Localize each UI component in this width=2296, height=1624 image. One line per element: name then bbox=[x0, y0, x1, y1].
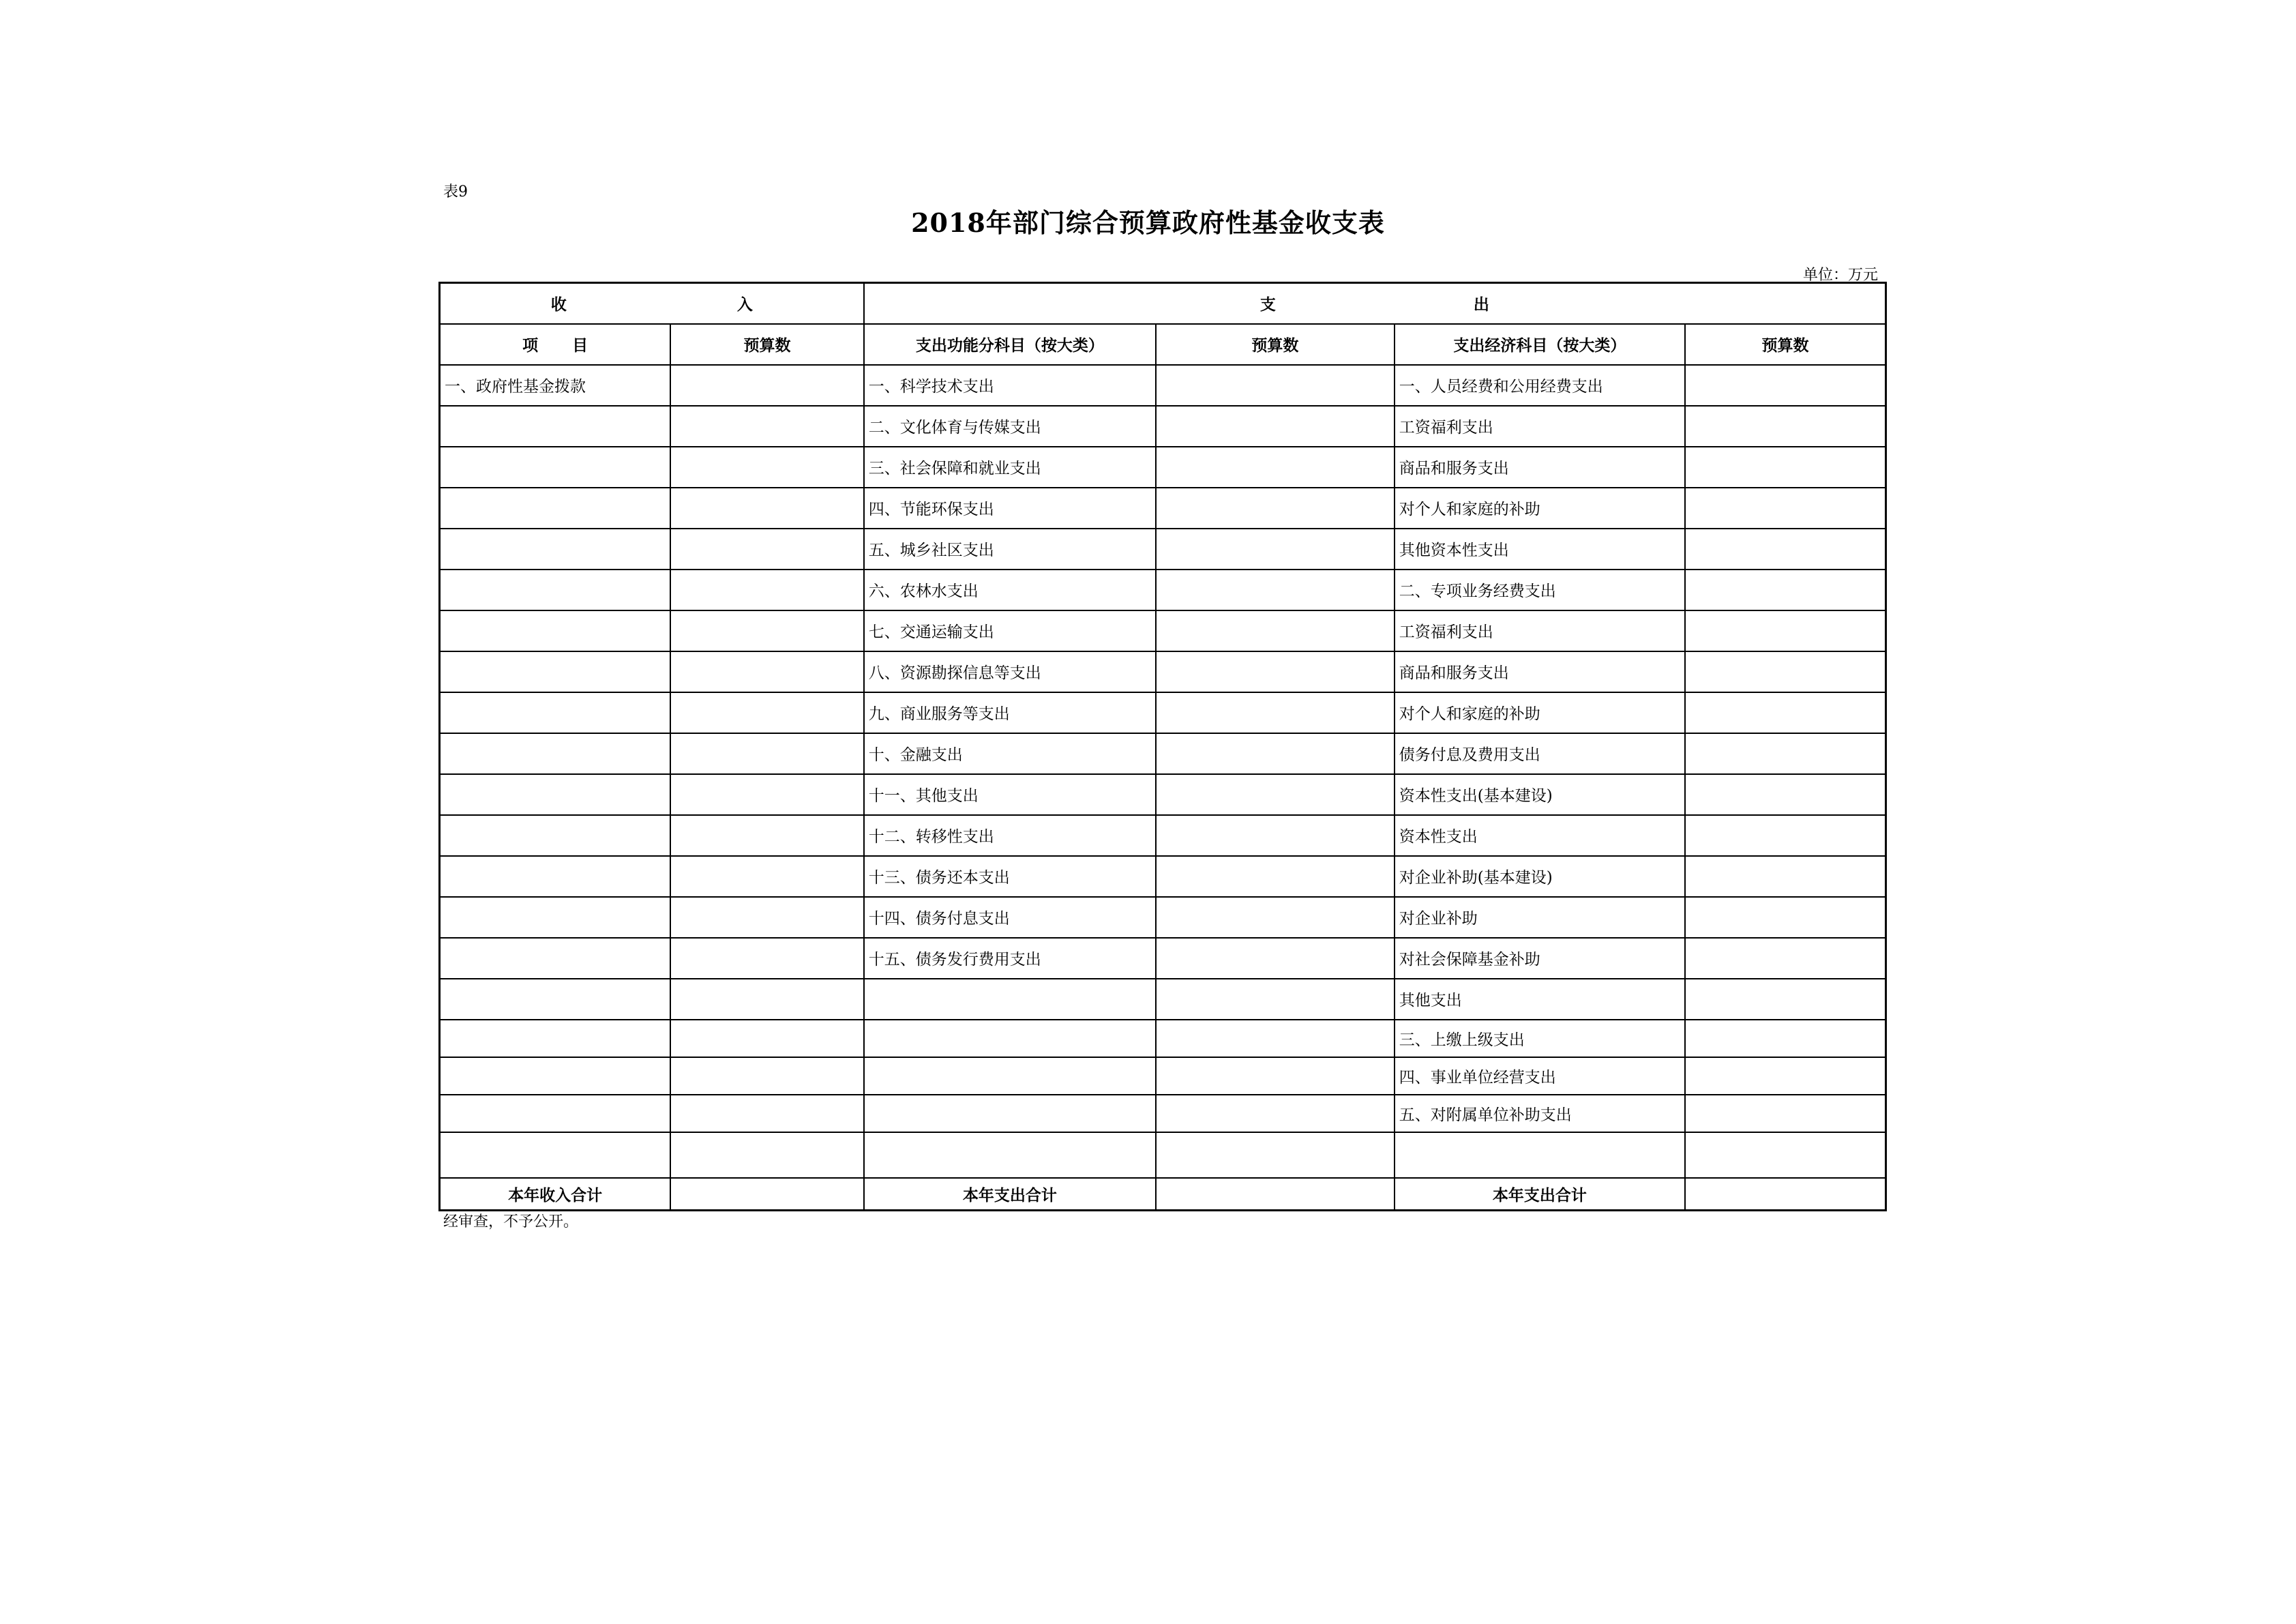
income-item-cell bbox=[440, 774, 671, 815]
func-item-cell: 十一、其他支出 bbox=[864, 774, 1156, 815]
income-item-cell bbox=[440, 733, 671, 774]
econ-budget-cell bbox=[1685, 1057, 1886, 1095]
func-item-cell: 十五、债务发行费用支出 bbox=[864, 938, 1156, 979]
income-item-cell bbox=[440, 692, 671, 733]
expense-group-char-1: 支 bbox=[1259, 295, 1276, 314]
func-budget-cell bbox=[1156, 529, 1395, 570]
table-row bbox=[440, 447, 1886, 488]
econ-item-cell bbox=[1395, 1132, 1685, 1178]
income-budget-cell bbox=[670, 733, 863, 774]
func-budget-cell bbox=[1156, 365, 1395, 406]
income-budget-cell bbox=[670, 815, 863, 856]
income-item-cell bbox=[440, 488, 671, 529]
expense-group-char-2: 出 bbox=[1473, 295, 1489, 314]
econ-item-cell: 对企业补助(基本建设) bbox=[1395, 856, 1685, 897]
income-budget-cell bbox=[670, 938, 863, 979]
func-item-cell: 十三、债务还本支出 bbox=[864, 856, 1156, 897]
column-header-row bbox=[440, 324, 1886, 365]
table-row bbox=[440, 979, 1886, 1020]
income-budget-cell bbox=[670, 1095, 863, 1132]
income-item-cell bbox=[440, 1095, 671, 1132]
table-row bbox=[440, 938, 1886, 979]
econ-item-cell: 二、专项业务经费支出 bbox=[1395, 570, 1685, 610]
income-budget-cell bbox=[670, 447, 863, 488]
func-item-cell bbox=[864, 1020, 1156, 1057]
econ-budget-cell bbox=[1685, 856, 1886, 897]
econ-budget-cell bbox=[1685, 651, 1886, 692]
table-row bbox=[440, 1020, 1886, 1057]
income-group-char-2: 入 bbox=[736, 295, 753, 314]
econ-budget-cell bbox=[1685, 365, 1886, 406]
econ-budget-cell bbox=[1685, 529, 1886, 570]
income-group-char-1: 收 bbox=[550, 295, 567, 314]
col-econ-budget: 预算数 bbox=[1685, 324, 1886, 365]
page-title: 2018年部门综合预算政府性基金收支表 bbox=[911, 207, 1385, 238]
table-row bbox=[440, 733, 1886, 774]
income-budget-cell bbox=[670, 774, 863, 815]
econ-item-cell: 对社会保障基金补助 bbox=[1395, 938, 1685, 979]
income-item-cell bbox=[440, 1020, 671, 1057]
col-func-item: 支出功能分科目（按大类） bbox=[864, 324, 1156, 365]
income-item-cell bbox=[440, 856, 671, 897]
income-budget-cell bbox=[670, 365, 863, 406]
income-budget-cell bbox=[670, 651, 863, 692]
unit-label: 单位：万元 bbox=[1802, 267, 1878, 284]
econ-budget-cell bbox=[1685, 979, 1886, 1020]
table-number-label: 表9 bbox=[443, 183, 468, 201]
table-row bbox=[440, 365, 1886, 406]
econ-item-cell: 一、人员经费和公用经费支出 bbox=[1395, 365, 1685, 406]
table-row bbox=[440, 1132, 1886, 1178]
econ-budget-cell bbox=[1685, 447, 1886, 488]
table-row bbox=[440, 610, 1886, 651]
col-econ-item: 支出经济科目（按大类） bbox=[1395, 324, 1685, 365]
econ-budget-cell bbox=[1685, 1020, 1886, 1057]
func-item-cell: 五、城乡社区支出 bbox=[864, 529, 1156, 570]
econ-item-cell: 对企业补助 bbox=[1395, 897, 1685, 938]
econ-budget-cell bbox=[1685, 1095, 1886, 1132]
income-total-label: 本年收入合计 bbox=[440, 1178, 671, 1211]
col-income-item-char-1: 项 bbox=[522, 336, 539, 355]
income-budget-cell bbox=[670, 488, 863, 529]
col-income-item-char-2: 目 bbox=[572, 336, 588, 355]
econ-item-cell: 其他支出 bbox=[1395, 979, 1685, 1020]
func-item-cell: 七、交通运输支出 bbox=[864, 610, 1156, 651]
income-budget-cell bbox=[670, 529, 863, 570]
econ-budget-cell bbox=[1685, 692, 1886, 733]
col-income-item bbox=[440, 324, 671, 365]
func-item-cell bbox=[864, 1057, 1156, 1095]
table-row bbox=[440, 1057, 1886, 1095]
econ-item-cell: 五、对附属单位补助支出 bbox=[1395, 1095, 1685, 1132]
table-row bbox=[440, 897, 1886, 938]
income-item-cell bbox=[440, 1057, 671, 1095]
econ-item-cell: 工资福利支出 bbox=[1395, 610, 1685, 651]
income-budget-cell bbox=[670, 570, 863, 610]
income-item-cell bbox=[440, 938, 671, 979]
income-item-cell bbox=[440, 529, 671, 570]
func-total-label: 本年支出合计 bbox=[864, 1178, 1156, 1211]
econ-item-cell: 资本性支出 bbox=[1395, 815, 1685, 856]
func-item-cell: 一、科学技术支出 bbox=[864, 365, 1156, 406]
func-budget-cell bbox=[1156, 1132, 1395, 1178]
table-row bbox=[440, 815, 1886, 856]
income-budget-cell bbox=[670, 1057, 863, 1095]
econ-item-cell: 商品和服务支出 bbox=[1395, 651, 1685, 692]
func-budget-cell bbox=[1156, 1095, 1395, 1132]
func-budget-cell bbox=[1156, 651, 1395, 692]
econ-item-cell: 对个人和家庭的补助 bbox=[1395, 692, 1685, 733]
income-budget-cell bbox=[670, 610, 863, 651]
col-income-budget: 预算数 bbox=[670, 324, 863, 365]
table-row bbox=[440, 856, 1886, 897]
income-item-cell bbox=[440, 447, 671, 488]
func-budget-cell bbox=[1156, 610, 1395, 651]
econ-item-cell: 商品和服务支出 bbox=[1395, 447, 1685, 488]
income-item-cell bbox=[440, 1132, 671, 1178]
group-header-row bbox=[440, 283, 1886, 324]
table-row bbox=[440, 488, 1886, 529]
func-item-cell: 九、商业服务等支出 bbox=[864, 692, 1156, 733]
income-item-cell bbox=[440, 570, 671, 610]
budget-table bbox=[438, 282, 1887, 1211]
income-group-header bbox=[440, 283, 864, 324]
table-row bbox=[440, 1095, 1886, 1132]
income-budget-cell bbox=[670, 406, 863, 447]
income-budget-cell bbox=[670, 692, 863, 733]
func-budget-cell bbox=[1156, 447, 1395, 488]
econ-budget-cell bbox=[1685, 897, 1886, 938]
table-row bbox=[440, 570, 1886, 610]
income-item-cell bbox=[440, 610, 671, 651]
func-item-cell: 三、社会保障和就业支出 bbox=[864, 447, 1156, 488]
econ-budget-cell bbox=[1685, 1132, 1886, 1178]
econ-item-cell: 债务付息及费用支出 bbox=[1395, 733, 1685, 774]
totals-row bbox=[440, 1178, 1886, 1211]
income-budget-cell bbox=[670, 1020, 863, 1057]
income-budget-cell bbox=[670, 856, 863, 897]
func-item-cell: 二、文化体育与传媒支出 bbox=[864, 406, 1156, 447]
func-budget-cell bbox=[1156, 897, 1395, 938]
footnote: 经审查，不予公开。 bbox=[443, 1213, 579, 1230]
econ-total-value bbox=[1685, 1178, 1886, 1211]
econ-item-cell: 三、上缴上级支出 bbox=[1395, 1020, 1685, 1057]
func-budget-cell bbox=[1156, 488, 1395, 529]
table-row bbox=[440, 692, 1886, 733]
func-budget-cell bbox=[1156, 815, 1395, 856]
func-item-cell: 十四、债务付息支出 bbox=[864, 897, 1156, 938]
econ-item-cell: 资本性支出(基本建设) bbox=[1395, 774, 1685, 815]
econ-total-label: 本年支出合计 bbox=[1395, 1178, 1685, 1211]
func-budget-cell bbox=[1156, 1057, 1395, 1095]
income-item-cell bbox=[440, 406, 671, 447]
income-item-cell: 一、政府性基金拨款 bbox=[440, 365, 671, 406]
col-func-budget: 预算数 bbox=[1156, 324, 1395, 365]
func-item-cell bbox=[864, 979, 1156, 1020]
func-total-value bbox=[1156, 1178, 1395, 1211]
income-item-cell bbox=[440, 897, 671, 938]
func-item-cell: 八、资源勘探信息等支出 bbox=[864, 651, 1156, 692]
income-total-value bbox=[670, 1178, 863, 1211]
econ-item-cell: 四、事业单位经营支出 bbox=[1395, 1057, 1685, 1095]
func-budget-cell bbox=[1156, 774, 1395, 815]
econ-budget-cell bbox=[1685, 815, 1886, 856]
econ-budget-cell bbox=[1685, 938, 1886, 979]
table-row bbox=[440, 529, 1886, 570]
func-budget-cell bbox=[1156, 1020, 1395, 1057]
func-item-cell bbox=[864, 1095, 1156, 1132]
func-item-cell bbox=[864, 1132, 1156, 1178]
func-item-cell: 十二、转移性支出 bbox=[864, 815, 1156, 856]
income-budget-cell bbox=[670, 897, 863, 938]
table-row bbox=[440, 406, 1886, 447]
func-budget-cell bbox=[1156, 406, 1395, 447]
func-item-cell: 六、农林水支出 bbox=[864, 570, 1156, 610]
func-budget-cell bbox=[1156, 692, 1395, 733]
econ-budget-cell bbox=[1685, 570, 1886, 610]
income-budget-cell bbox=[670, 979, 863, 1020]
econ-budget-cell bbox=[1685, 610, 1886, 651]
table-row bbox=[440, 774, 1886, 815]
func-budget-cell bbox=[1156, 856, 1395, 897]
econ-item-cell: 工资福利支出 bbox=[1395, 406, 1685, 447]
income-item-cell bbox=[440, 979, 671, 1020]
expense-group-header bbox=[864, 283, 1886, 324]
func-item-cell: 四、节能环保支出 bbox=[864, 488, 1156, 529]
income-item-cell bbox=[440, 815, 671, 856]
table-row bbox=[440, 651, 1886, 692]
econ-budget-cell bbox=[1685, 733, 1886, 774]
func-item-cell: 十、金融支出 bbox=[864, 733, 1156, 774]
econ-budget-cell bbox=[1685, 406, 1886, 447]
econ-item-cell: 其他资本性支出 bbox=[1395, 529, 1685, 570]
income-item-cell bbox=[440, 651, 671, 692]
econ-budget-cell bbox=[1685, 488, 1886, 529]
econ-budget-cell bbox=[1685, 774, 1886, 815]
econ-item-cell: 对个人和家庭的补助 bbox=[1395, 488, 1685, 529]
func-budget-cell bbox=[1156, 979, 1395, 1020]
income-budget-cell bbox=[670, 1132, 863, 1178]
func-budget-cell bbox=[1156, 938, 1395, 979]
func-budget-cell bbox=[1156, 570, 1395, 610]
func-budget-cell bbox=[1156, 733, 1395, 774]
